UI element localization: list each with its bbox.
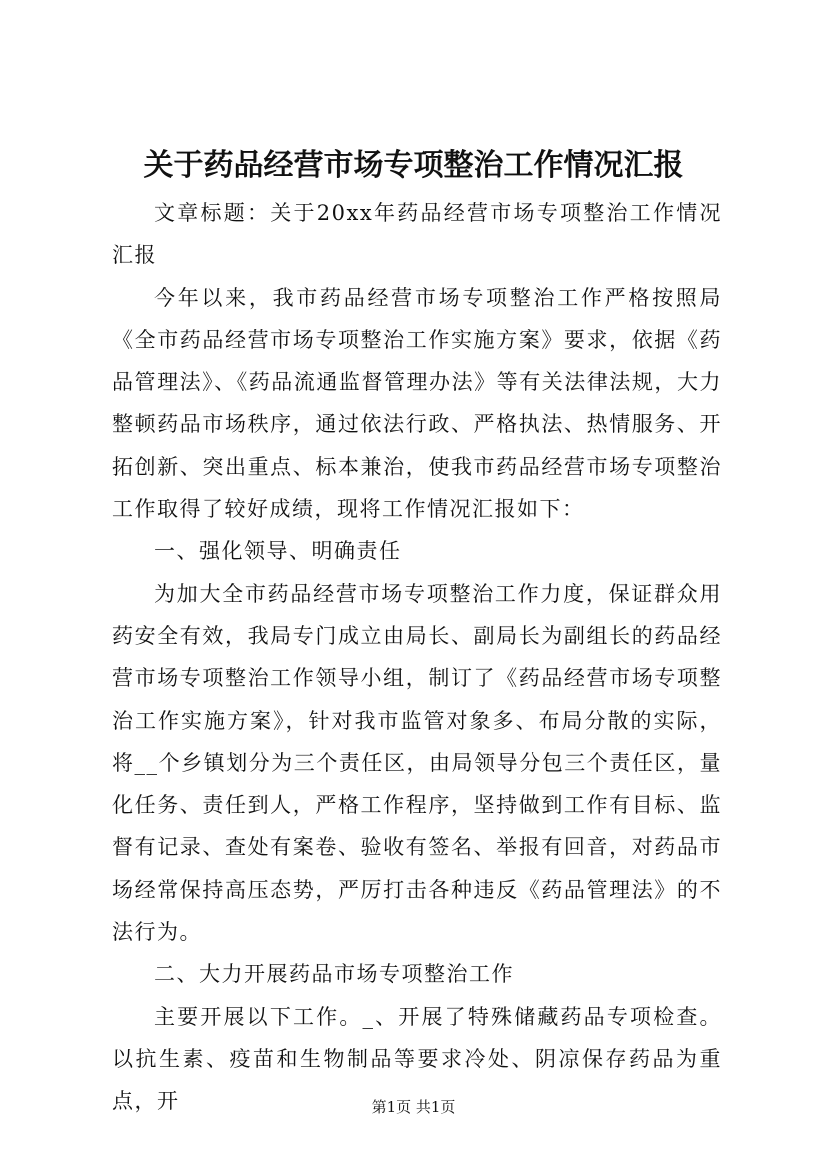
paragraph-section-1: 为加大全市药品经营市场专项整治工作力度，保证群众用药安全有效，我局专门成立由局长、副局长为副组长的药品经营市场专项整治工作领导小组，制订了《药品经营市场专项整治工作实施方案》，针对我市监管对象多、布局分散的实际，将__个乡镇划分为三个责任区，由局领导分包三个责任区，量化任务、责任到人，严格工作程序，坚持做到工作有目标、监督有记录、查处有案卷、验收有签名、举报有回音，对药品市场经常保持高压态势，严厉打击各种违反《药品管理法》的不法行为。 <box>112 581 722 945</box>
paragraph-section-2: 主要开展以下工作。_、开展了特殊储藏药品专项检查。以抗生素、疫苗和生物制品等要求冷处、阴凉保存药品为重点，开 <box>112 1004 722 1114</box>
page-footer: 第1页 共1页 <box>371 1098 456 1116</box>
paragraph-article-title: 文章标题：关于20xx年药品经营市场专项整治工作情况汇报 <box>112 201 722 268</box>
paragraph-intro: 今年以来，我市药品经营市场专项整治工作严格按照局《全市药品经营市场专项整治工作实施方案》要求，依据《药品管理法》、《药品流通监督管理办法》等有关法律法规，大力整顿药品市场秩序，通过依法行政、严格执法、热情服务、开拓创新、突出重点、标本兼治，使我市药品经营市场专项整治工作取得了较好成绩，现将工作情况汇报如下： <box>112 285 722 522</box>
document-body <box>112 192 722 1123</box>
section-heading-1: 一、强化领导、明确责任 <box>154 539 402 564</box>
section-heading-2: 二、大力开展药品市场专项整治工作 <box>154 962 514 987</box>
document-title: 关于药品经营市场专项整治工作情况汇报 <box>143 148 684 183</box>
